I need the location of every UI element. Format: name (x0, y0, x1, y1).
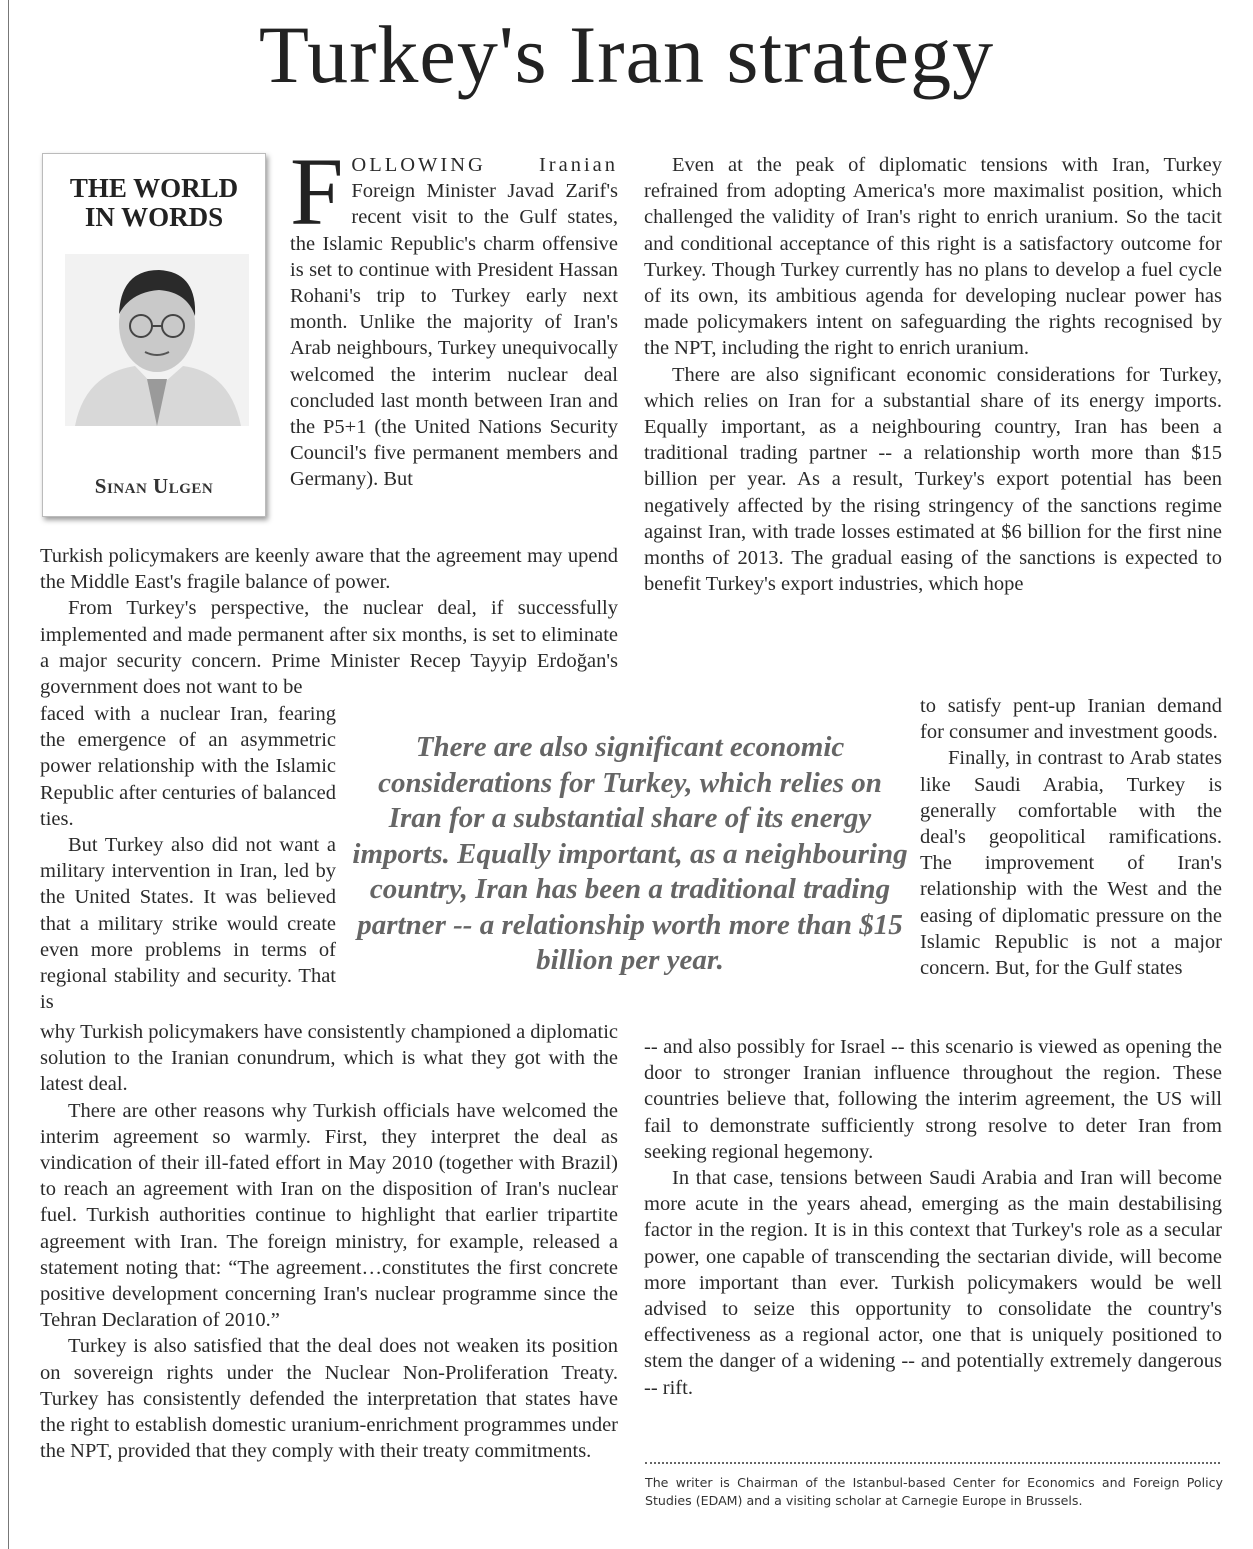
lead-caps: OLLOWING Iranian (351, 154, 618, 176)
intro-text: Foreign Minister Javad Zarif's recent visit to the Gulf states, the Islamic Republic's charm offensive is set to continue with President Hassan Rohani's trip to Turkey early next month. Unlike the majority of Iran's Arab neighbours, Turkey unequivocally welcomed the interim nuclear deal concluded last month between Iran and the P5+1 (the United Nations Security Council's five permanent members and Germany). But (290, 180, 618, 491)
right-block-1 (644, 152, 1222, 597)
column-name-line2: IN WORDS (84, 202, 224, 232)
drop-cap: F (290, 138, 344, 245)
left-block-4 (40, 1019, 618, 1464)
paragraph: But Turkey also did not want a military intervention in Iran, led by the United States. It was believed that a military strike would create even more problems in terms of regional stability and security. That is (40, 834, 336, 1014)
column-header-box (42, 153, 266, 517)
intro-paragraph (290, 138, 618, 493)
author-footnote: The writer is Chairman of the Istanbul-based Center for Economics and Foreign Policy Studies (EDAM) and a visiting scholar at Carnegie Europe in Brussels. (645, 1475, 1223, 1508)
right-block-2 (920, 693, 1222, 981)
author-photo (65, 254, 249, 426)
paragraph: Turkish policymakers are keenly aware that the agreement may upend the Middle East's fragile balance of power. (40, 545, 618, 594)
paragraph: Even at the peak of diplomatic tensions with Iran, Turkey refrained from adopting America's more maximalist position, which challenged the validity of Iran's right to enrich uranium. So the tacit and conditional acceptance of this right is a satisfactory outcome for Turkey. Though Turkey currently has no plans to develop a fuel cycle of its own, its ambitious agenda for developing nuclear power has made policymakers intent on safeguarding the rights recognised by the NPT, including the right to enrich uranium. (644, 154, 1222, 360)
paragraph: There are other reasons why Turkish officials have welcomed the interim agreement so warmly. First, they interpret the deal as vindication of their ill-fated effort in May 2010 (together with Brazil) to reach an agreement with Iran on the disposition of Iran's nuclear fuel. Turkish authorities continue to highlight that earlier tripartite agreement with Iran. The foreign ministry, for example, released a statement noting that: “The agreement…constitutes the first concrete positive development concerning Iran's nuclear programme since the Tehran Declaration of 2010.” (40, 1099, 618, 1332)
paragraph: There are also significant economic considerations for Turkey, which relies on Iran for a substantial share of its energy imports. Equally important, as a neighbouring country, Iran has been a traditional trading partner -- a relationship worth more than $15 billion per year. As a result, Turkey's export potential has been negatively affected by the rising stringency of the sanctions regime against Iran, with trade losses estimated at $6 billion for the first nine months of 2013. The gradual easing of the sanctions is expected to benefit Turkey's export industries, which hope (644, 363, 1222, 596)
paragraph: faced with a nuclear Iran, fearing the emergence of an asymmetric power relationship with the Islamic Republic after centuries of balanced ties. (40, 703, 336, 830)
right-block-3 (644, 1034, 1222, 1401)
pull-quote: There are also significant economic considerations for Turkey, which relies on Iran for a substantial share of its energy imports. Equally important, as a neighbouring country, Iran has been a traditional trading partner -- a relationship worth more than $15 billion per year. (352, 731, 908, 976)
intro-block (290, 138, 618, 493)
paragraph: In that case, tensions between Saudi Arabia and Iran will become more acute in the years ahead, emerging as the main destabilising factor in the region. It is in this context that Turkey's role as a secular power, one capable of transcending the sectarian divide, will become more important than ever. Turkish policymakers would be well advised to seize this opportunity to consolidate the country's effectiveness as a regional actor, one that is uniquely positioned to stem the danger of a widening -- and potentially extremely dangerous -- rift. (644, 1167, 1222, 1399)
author-byline: Sinan Ulgen (94, 474, 214, 498)
paragraph: -- and also possibly for Israel -- this scenario is viewed as opening the door to stronger Iranian influence throughout the region. These countries believe that, following the interim agreement, the US will fail to demonstrate sufficiently strong resolve to deter Iran from seeking regional hegemony. (644, 1036, 1222, 1163)
page-edge-rule (8, 0, 9, 1549)
column-name (43, 174, 265, 232)
left-block-3 (40, 701, 336, 1015)
paragraph: From Turkey's perspective, the nuclear deal, if successfully implemented and made permanent after six months, is set to eliminate a major security concern. Prime Minister Recep Tayyip Erdoğan's government does not want to be (40, 597, 618, 699)
footnote-divider (645, 1462, 1220, 1464)
headline: Turkey's Iran strategy (258, 9, 995, 100)
paragraph: to satisfy pent-up Iranian demand for consumer and investment goods. (920, 695, 1222, 744)
left-block-2 (40, 543, 618, 700)
paragraph: Turkey is also satisfied that the deal does not weaken its position on sovereign rights under the Nuclear Non-Proliferation Treaty. Turkey has consistently defended the interpretation that states have the right to establish domestic uranium-enrichment programmes under the NPT, provided that they comply with their treaty commitments. (40, 1335, 618, 1463)
author-portrait-icon (65, 254, 249, 426)
column-name-line1: THE WORLD (69, 173, 239, 203)
paragraph: why Turkish policymakers have consistently championed a diplomatic solution to the Iranian conundrum, which is what they got with the latest deal. (40, 1021, 618, 1096)
paragraph: Finally, in contrast to Arab states like Saudi Arabia, Turkey is generally comfortable with the deal's geopolitical ramifications. The improvement of Iran's relationship with the West and the easing of diplomatic pressure on the Islamic Republic is not a major concern. But, for the Gulf states (920, 747, 1222, 980)
